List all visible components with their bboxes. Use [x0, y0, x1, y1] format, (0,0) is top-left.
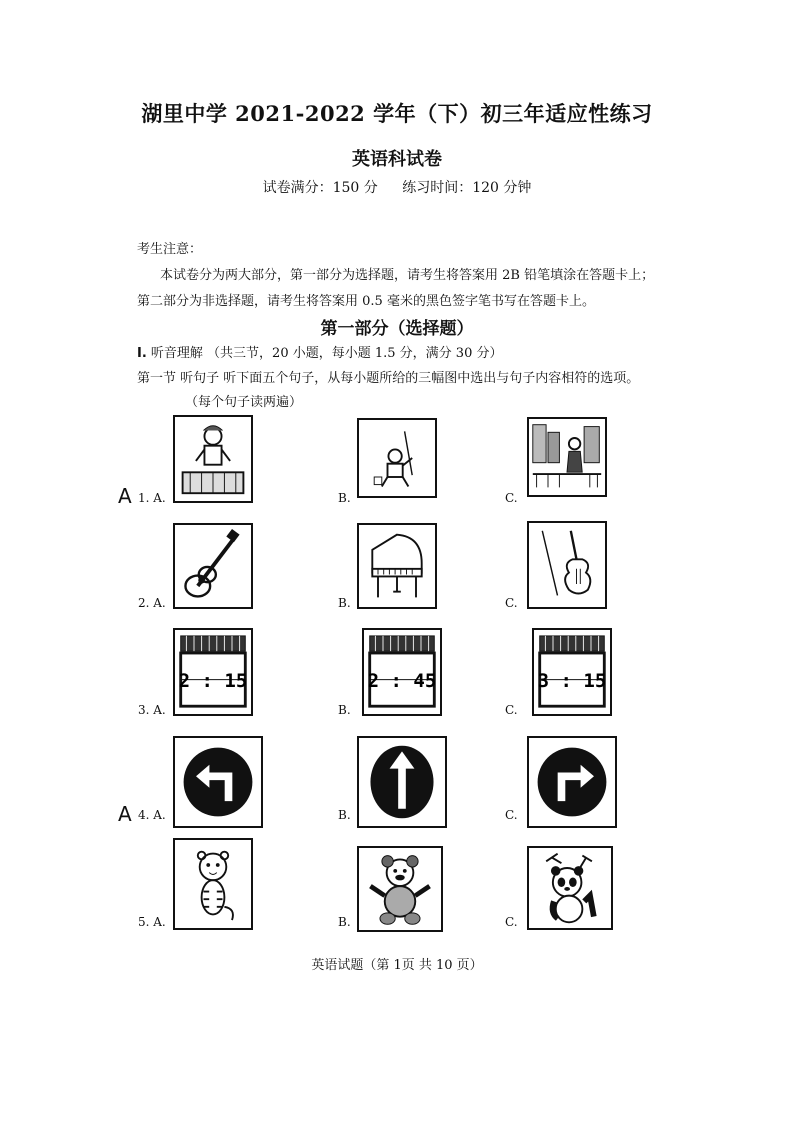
- option-label-4b: B.: [338, 808, 351, 822]
- section-number: I.: [137, 346, 147, 361]
- girl-city-icon: [527, 417, 607, 497]
- option-label-1a: 1. A.: [138, 491, 166, 505]
- clock-time-b: 2 : 45: [367, 670, 437, 693]
- option-label-5c: C.: [505, 915, 518, 929]
- turn-left-sign-icon: [173, 736, 263, 828]
- clock-time-a: 2 : 15: [178, 670, 248, 693]
- tiger-icon: [173, 838, 253, 930]
- exam-meta: [0, 177, 794, 197]
- clock-time-c: 3 : 15: [537, 670, 607, 693]
- option-label-5b: B.: [338, 915, 351, 929]
- option-label-5a: 5. A.: [138, 915, 166, 929]
- option-label-2b: B.: [338, 596, 351, 610]
- clock-icon-b: [362, 628, 442, 716]
- option-label-3a: 3. A.: [138, 703, 166, 717]
- notice-line-1: 本试卷分为两大部分，第一部分为选择题，请考生将答案用 2B 铅笔填涂在答题卡上；: [160, 268, 655, 283]
- guitar-icon: [173, 523, 253, 609]
- option-label-4c: C.: [505, 808, 518, 822]
- clock-icon-a: [173, 628, 253, 716]
- child-playing-blocks-icon: [173, 415, 253, 503]
- violin-icon: [527, 521, 607, 609]
- part-heading: 第一部分（选择题）: [320, 319, 474, 339]
- option-label-1b: B.: [338, 491, 351, 505]
- exam-title: 湖里中学 2021-2022 学年（下）初三年适应性练习: [141, 101, 653, 126]
- full-score: 试卷满分：150 分: [262, 180, 378, 196]
- notice-line-2: 第二部分为非选择题，请考生将答案用 0.5 毫米的黑色签字笔书写在答题卡上。: [137, 294, 595, 309]
- notice-heading: 考生注意：: [137, 242, 203, 257]
- turn-right-sign-icon: [527, 736, 617, 828]
- option-label-3c: C.: [505, 703, 518, 717]
- page-footer: 英语试题（第 1页 共 10 页）: [311, 958, 483, 973]
- clock-icon-c: [532, 628, 612, 716]
- bear-icon: [357, 846, 443, 932]
- section-text: 听音理解 （共三节，20 小题，每小题 1.5 分，满分 30 分）: [150, 346, 503, 361]
- option-label-2a: 2. A.: [138, 596, 166, 610]
- exam-subtitle: 英语科试卷: [352, 149, 442, 170]
- option-label-4a: 4. A.: [138, 808, 166, 822]
- piano-icon: [357, 523, 437, 609]
- section-instruction-note: （每个句子读两遍）: [185, 395, 303, 410]
- panda-icon: [527, 846, 613, 930]
- exam-time: 练习时间：120 分钟: [402, 180, 532, 196]
- handwritten-answer-mark: A: [118, 802, 132, 826]
- go-straight-sign-icon: [357, 736, 447, 828]
- option-label-1c: C.: [505, 491, 518, 505]
- section-instruction: 第一节 听句子 听下面五个句子，从每小题所给的三幅图中选出与句子内容相符的选项。: [137, 371, 640, 386]
- section-heading: [137, 342, 502, 361]
- option-label-2c: C.: [505, 596, 518, 610]
- boy-kite-icon: [357, 418, 437, 498]
- handwritten-answer-mark: A: [118, 484, 132, 508]
- option-label-3b: B.: [338, 703, 351, 717]
